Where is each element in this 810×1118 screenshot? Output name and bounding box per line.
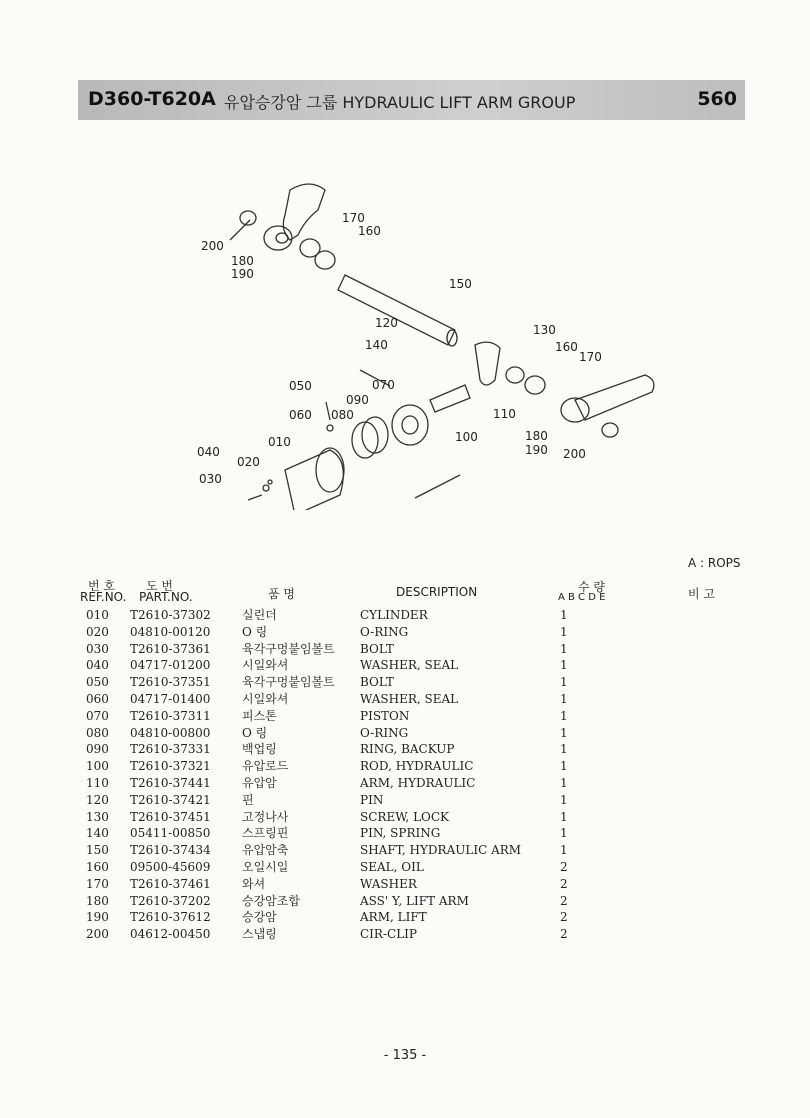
header-name-kr: 품 명 [268,587,295,601]
ref-no: 010 [86,608,109,622]
quantity: 1 [560,809,568,824]
callout-180-upper: 180 [231,254,254,268]
table-row [84,624,584,641]
ref-no: 040 [86,658,109,673]
header-ref-kr: 번 호 [88,579,115,593]
description: WASHER, SEAL [360,658,459,673]
header-ref-en: REF.NO. [80,590,127,604]
callout-080: 080 [331,408,354,422]
table-row [84,674,584,691]
name-kr: 유압암 [242,775,277,790]
part-no: T2610-37361 [130,641,211,656]
quantity: 1 [560,708,568,723]
part-no: T2610-37461 [130,876,211,891]
ref-no: 030 [86,641,109,656]
header-page-number: 560 [697,88,737,110]
name-kr: 오일시일 [242,859,289,874]
name-kr: 스프링핀 [242,826,289,841]
header-qty-kr: 수 량 [578,580,605,594]
description: ARM, LIFT [360,910,427,925]
callout-200-lower: 200 [563,447,586,461]
name-kr: 유압로드 [242,759,289,774]
callout-160-upper: 160 [358,224,381,238]
description: ASS' Y, LIFT ARM [360,893,469,908]
callout-060: 060 [289,408,312,422]
description: ROD, HYDRAULIC [360,759,474,774]
ref-no: 100 [86,759,109,774]
name-kr: 유압암축 [242,843,289,858]
ref-no: 180 [86,893,109,908]
part-no: 04810-00120 [130,624,211,639]
quantity: 2 [560,927,568,942]
callout-180-lower: 180 [525,429,548,443]
quantity: 1 [560,691,568,706]
quantity: 2 [560,893,568,908]
ref-no: 090 [86,742,109,757]
description: PIN, SPRING [360,826,441,841]
name-kr: 승강암조합 [242,893,300,908]
parts-table [84,607,584,943]
part-no: T2610-37311 [130,708,211,723]
description: SHAFT, HYDRAULIC ARM [360,843,522,858]
table-row [84,691,584,708]
ref-no: 080 [86,725,109,740]
quantity: 1 [560,792,568,807]
table-row [84,708,584,725]
callout-170-lower: 170 [579,350,602,364]
part-no: 05411-00850 [130,826,211,841]
part-no: T2610-37612 [130,910,211,925]
ref-no: 050 [86,675,109,690]
page-footer: - 135 - [383,1048,427,1063]
table-row [84,641,584,658]
name-kr: 피스톤 [242,708,277,723]
part-no: T2610-37302 [130,608,211,622]
description: PIN [360,792,384,807]
quantity: 1 [560,624,568,639]
callout-040: 040 [197,445,220,459]
quantity: 2 [560,876,568,891]
part-no: T2610-37421 [130,792,211,807]
rops-note: A : ROPS [688,556,741,570]
description: PISTON [360,708,410,723]
table-row [84,859,584,876]
table-row [84,758,584,775]
callout-050: 050 [289,379,312,393]
name-kr: O 링 [242,725,268,740]
part-no: 04612-00450 [130,927,211,942]
name-kr: 시일와셔 [242,691,289,706]
table-row [84,926,584,943]
callout-110: 110 [493,407,516,421]
table-row [84,725,584,742]
ref-no: 170 [86,876,109,891]
description: SCREW, LOCK [360,809,450,824]
table-row [84,876,584,893]
ref-no: 060 [86,691,109,706]
description: RING, BACKUP [360,742,455,757]
table-row [84,607,584,624]
quantity: 1 [560,843,568,858]
callout-170-upper: 170 [342,211,365,225]
callout-090: 090 [346,393,369,407]
ref-no: 120 [86,792,109,807]
callout-070: 070 [372,378,395,392]
part-no: 09500-45609 [130,859,211,874]
description: BOLT [360,675,394,690]
description: O-RING [360,624,409,639]
name-kr: 육각구멍붙임볼트 [242,641,335,656]
part-no: T2610-37451 [130,809,211,824]
name-kr: 시일와셔 [242,658,289,673]
description: WASHER, SEAL [360,691,459,706]
ref-no: 130 [86,809,109,824]
description: WASHER [360,876,417,891]
callout-140: 140 [365,338,388,352]
part-no: T2610-37321 [130,759,211,774]
part-no: 04717-01200 [130,658,211,673]
table-row [84,741,584,758]
description: SEAL, OIL [360,859,424,874]
table-row [84,893,584,910]
quantity: 1 [560,725,568,740]
ref-no: 140 [86,826,109,841]
table-row [84,909,584,926]
quantity: 1 [560,641,568,656]
callout-100: 100 [455,430,478,444]
header-description: DESCRIPTION [396,585,478,599]
model-code: D360-T620A [88,88,216,110]
quantity: 1 [560,658,568,673]
callout-190-lower: 190 [525,443,548,457]
name-kr: 와셔 [242,876,266,891]
table-row [84,657,584,674]
ref-no: 160 [86,859,109,874]
part-no: 04810-00800 [130,725,211,740]
callout-150: 150 [449,277,472,291]
header-remark-kr: 비 고 [688,587,715,601]
quantity: 1 [560,675,568,690]
callout-190-upper: 190 [231,267,254,281]
table-row [84,809,584,826]
name-kr: 핀 [242,792,254,807]
callout-160-lower: 160 [555,340,578,354]
quantity: 1 [560,759,568,774]
quantity: 2 [560,910,568,925]
ref-no: 070 [86,708,109,723]
name-kr: 백업링 [242,742,277,757]
name-kr: 육각구멍붙임볼트 [242,675,335,690]
description: CIR-CLIP [360,927,417,942]
description: CYLINDER [360,608,428,622]
part-no: T2610-37331 [130,742,211,757]
exploded-parts-diagram [190,170,670,510]
ref-no: 020 [86,624,109,639]
header-part-en: PART.NO. [139,590,193,604]
name-kr: 고정나사 [242,809,289,824]
quantity: 2 [560,859,568,874]
callout-020: 020 [237,455,260,469]
part-no: T2610-37351 [130,675,211,690]
ref-no: 110 [86,775,109,790]
quantity: 1 [560,775,568,790]
description: O-RING [360,725,409,740]
table-row [84,825,584,842]
group-title: 유압승강암 그룹 HYDRAULIC LIFT ARM GROUP [224,93,576,112]
ref-no: 190 [86,910,109,925]
header-part-kr: 도 번 [146,579,173,593]
table-row [84,792,584,809]
callout-010: 010 [268,435,291,449]
callout-200-upper: 200 [201,239,224,253]
callout-130: 130 [533,323,556,337]
name-kr: 실린더 [242,608,277,622]
part-no: T2610-37441 [130,775,211,790]
part-no: T2610-37202 [130,893,211,908]
quantity: 1 [560,608,568,622]
callout-120: 120 [375,316,398,330]
quantity: 1 [560,742,568,757]
table-row [84,842,584,859]
part-no: 04717-01400 [130,691,211,706]
description: BOLT [360,641,394,656]
ref-no: 200 [86,927,109,942]
name-kr: O 링 [242,624,268,639]
description: ARM, HYDRAULIC [360,775,476,790]
part-no: T2610-37434 [130,843,211,858]
quantity: 1 [560,826,568,841]
callout-030: 030 [199,472,222,486]
table-row [84,775,584,792]
page-header [78,80,745,120]
ref-no: 150 [86,843,109,858]
name-kr: 스냅링 [242,927,277,942]
name-kr: 승강암 [242,910,277,925]
header-qty-cols: A B C D E [558,592,606,603]
